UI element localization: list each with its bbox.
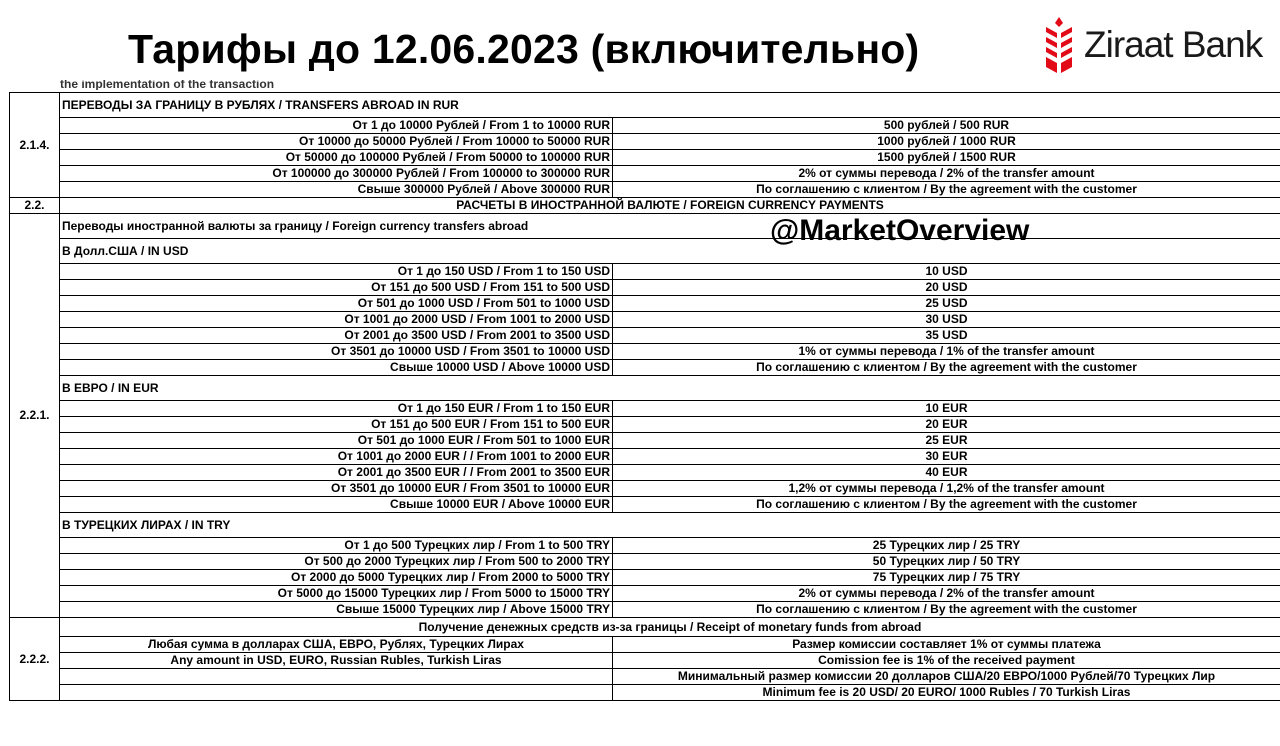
range-cell: Свыше 10000 EUR / Above 10000 EUR: [60, 497, 613, 513]
tariff-row: [10, 401, 1280, 417]
tariff-row: [10, 602, 1280, 618]
fee-cell: 10 USD: [613, 264, 1280, 280]
currency-group-row: [10, 239, 1280, 264]
tariff-row: [10, 497, 1280, 513]
tariff-row: [10, 118, 1280, 134]
tariff-row: [10, 134, 1280, 150]
fee-cell: 25 EUR: [613, 433, 1280, 449]
tariff-row: [10, 280, 1280, 296]
range-cell: От 1001 до 2000 USD / From 1001 to 2000 USD: [60, 312, 613, 328]
fee-cell: По соглашению с клиентом / By the agreement with the customer: [613, 497, 1280, 513]
range-cell: Свыше 15000 Турецких лир / Above 15000 TRY: [60, 602, 613, 618]
fee-cell: 10 EUR: [613, 401, 1280, 417]
section-title: Переводы иностранной валюты за границу / Foreign currency transfers abroad: [60, 214, 1280, 239]
range-cell: От 50000 до 100000 Рублей / From 50000 to 100000 RUR: [60, 150, 613, 166]
condition-cell: [60, 669, 613, 685]
fee-cell: Размер комиссии составляет 1% от суммы платежа: [613, 637, 1280, 653]
fee-cell: 35 USD: [613, 328, 1280, 344]
fee-cell: 1000 рублей / 1000 RUR: [613, 134, 1280, 150]
tariff-row: [10, 182, 1280, 198]
fee-cell: 20 USD: [613, 280, 1280, 296]
fee-cell: 20 EUR: [613, 417, 1280, 433]
fee-cell: По соглашению с клиентом / By the agreement with the customer: [613, 602, 1280, 618]
fee-cell: Minimum fee is 20 USD/ 20 EURO/ 1000 Rubles / 70 Turkish Liras: [613, 685, 1280, 701]
fee-cell: 1,2% от суммы перевода / 1,2% of the transfer amount: [613, 481, 1280, 497]
fee-cell: 25 Турецких лир / 25 TRY: [613, 538, 1280, 554]
range-cell: От 2001 до 3500 USD / From 2001 to 3500 USD: [60, 328, 613, 344]
section-title: ПЕРЕВОДЫ ЗА ГРАНИЦУ В РУБЛЯХ / TRANSFERS ABROAD IN RUR: [60, 93, 1280, 118]
condition-cell: [60, 685, 613, 701]
fee-cell: По соглашению с клиентом / By the agreement with the customer: [613, 360, 1280, 376]
currency-group-label: В ЕВРО / IN EUR: [60, 376, 1280, 401]
fee-cell: 50 Турецких лир / 50 TRY: [613, 554, 1280, 570]
condition-cell: Любая сумма в долларах США, ЕВРО, Рублях, Турецких Лирах: [60, 637, 613, 653]
range-cell: От 500 до 2000 Турецких лир / From 500 to 2000 TRY: [60, 554, 613, 570]
bank-name: Ziraat Bank: [1084, 24, 1263, 65]
tariff-row: [10, 538, 1280, 554]
fee-cell: 2% от суммы перевода / 2% of the transfer amount: [613, 586, 1280, 602]
range-cell: От 2000 до 5000 Турецких лир / From 2000 to 5000 TRY: [60, 570, 613, 586]
tariff-row: [10, 554, 1280, 570]
range-cell: От 1 до 150 EUR / From 1 to 150 EUR: [60, 401, 613, 417]
range-cell: От 501 до 1000 EUR / From 501 to 1000 EUR: [60, 433, 613, 449]
range-cell: Свыше 10000 USD / Above 10000 USD: [60, 360, 613, 376]
tariff-row: [10, 344, 1280, 360]
tariff-row: [10, 685, 1280, 701]
range-cell: От 1 до 150 USD / From 1 to 150 USD: [60, 264, 613, 280]
section-title: Получение денежных средств из-за границы / Receipt of monetary funds from abroad: [60, 618, 1280, 637]
tariff-row: [10, 264, 1280, 280]
fee-cell: По соглашению с клиентом / By the agreement with the customer: [613, 182, 1280, 198]
tariff-row: [10, 653, 1280, 669]
range-cell: От 501 до 1000 USD / From 501 to 1000 USD: [60, 296, 613, 312]
range-cell: От 151 до 500 EUR / From 151 to 500 EUR: [60, 417, 613, 433]
section-title: РАСЧЕТЫ В ИНОСТРАННОЙ ВАЛЮТЕ / FOREIGN CURRENCY PAYMENTS: [60, 198, 1280, 214]
tariff-row: [10, 481, 1280, 497]
tariff-row: [10, 570, 1280, 586]
range-cell: От 100000 до 300000 Рублей / From 100000 to 300000 RUR: [60, 166, 613, 182]
tariff-row: [10, 166, 1280, 182]
fee-cell: 30 EUR: [613, 449, 1280, 465]
tariff-row: [10, 360, 1280, 376]
currency-group-row: [10, 376, 1280, 401]
range-cell: От 1 до 500 Турецких лир / From 1 to 500 TRY: [60, 538, 613, 554]
section-code: 2.2.: [10, 198, 60, 214]
range-cell: От 10000 до 50000 Рублей / From 10000 to 50000 RUR: [60, 134, 613, 150]
watermark: @MarketOverview: [770, 214, 1030, 247]
fee-cell: 1500 рублей / 1500 RUR: [613, 150, 1280, 166]
section-header-row: [10, 618, 1280, 637]
tariff-row: [10, 150, 1280, 166]
page-header: [0, 0, 1280, 88]
page-title: Тарифы до 12.06.2023 (включительно): [128, 26, 920, 72]
tariff-row: [10, 433, 1280, 449]
tariff-row: [10, 465, 1280, 481]
tariff-row: [10, 296, 1280, 312]
ziraat-wheat-logo-icon: [1042, 15, 1076, 75]
section-header-row: [10, 93, 1280, 118]
fee-cell: 25 USD: [613, 296, 1280, 312]
range-cell: От 2001 до 3500 EUR / / From 2001 to 3500 EUR: [60, 465, 613, 481]
fee-cell: Минимальный размер комиссии 20 долларов США/20 ЕВРО/1000 Рублей/70 Турецких Лир: [613, 669, 1280, 685]
fee-cell: Comission fee is 1% of the received payment: [613, 653, 1280, 669]
fee-cell: 75 Турецких лир / 75 TRY: [613, 570, 1280, 586]
tariff-row: [10, 586, 1280, 602]
fee-cell: 30 USD: [613, 312, 1280, 328]
fee-cell: 1% от суммы перевода / 1% of the transfer amount: [613, 344, 1280, 360]
section-header-row: [10, 198, 1280, 214]
tariff-table: [9, 92, 1280, 701]
range-cell: От 1 до 10000 Рублей / From 1 to 10000 RUR: [60, 118, 613, 134]
range-cell: От 5000 до 15000 Турецких лир / From 5000 to 15000 TRY: [60, 586, 613, 602]
fee-cell: 40 EUR: [613, 465, 1280, 481]
currency-group-label: В ТУРЕЦКИХ ЛИРАХ / IN TRY: [60, 513, 1280, 538]
range-cell: От 1001 до 2000 EUR / / From 1001 to 2000 EUR: [60, 449, 613, 465]
range-cell: От 3501 до 10000 EUR / From 3501 to 10000 EUR: [60, 481, 613, 497]
condition-cell: Any amount in USD, EURO, Russian Rubles, Turkish Liras: [60, 653, 613, 669]
fee-cell: 2% от суммы перевода / 2% of the transfer amount: [613, 166, 1280, 182]
range-cell: От 3501 до 10000 USD / From 3501 to 10000 USD: [60, 344, 613, 360]
section-code: 2.2.2.: [10, 618, 60, 701]
tariff-row: [10, 637, 1280, 653]
section-code: 2.2.1.: [10, 214, 60, 618]
tariff-row: [10, 328, 1280, 344]
tariff-row: [10, 417, 1280, 433]
tariff-row: [10, 449, 1280, 465]
currency-group-row: [10, 513, 1280, 538]
bank-logo: [1042, 14, 1262, 76]
tariff-row: [10, 669, 1280, 685]
range-cell: От 151 до 500 USD / From 151 to 500 USD: [60, 280, 613, 296]
range-cell: Свыше 300000 Рублей / Above 300000 RUR: [60, 182, 613, 198]
tariff-row: [10, 312, 1280, 328]
currency-group-label: В Долл.США / IN USD: [60, 239, 1280, 264]
section-header-row: [10, 214, 1280, 239]
section-code: 2.1.4.: [10, 93, 60, 198]
fee-cell: 500 рублей / 500 RUR: [613, 118, 1280, 134]
cutoff-text: the implementation of the transaction: [60, 80, 275, 90]
